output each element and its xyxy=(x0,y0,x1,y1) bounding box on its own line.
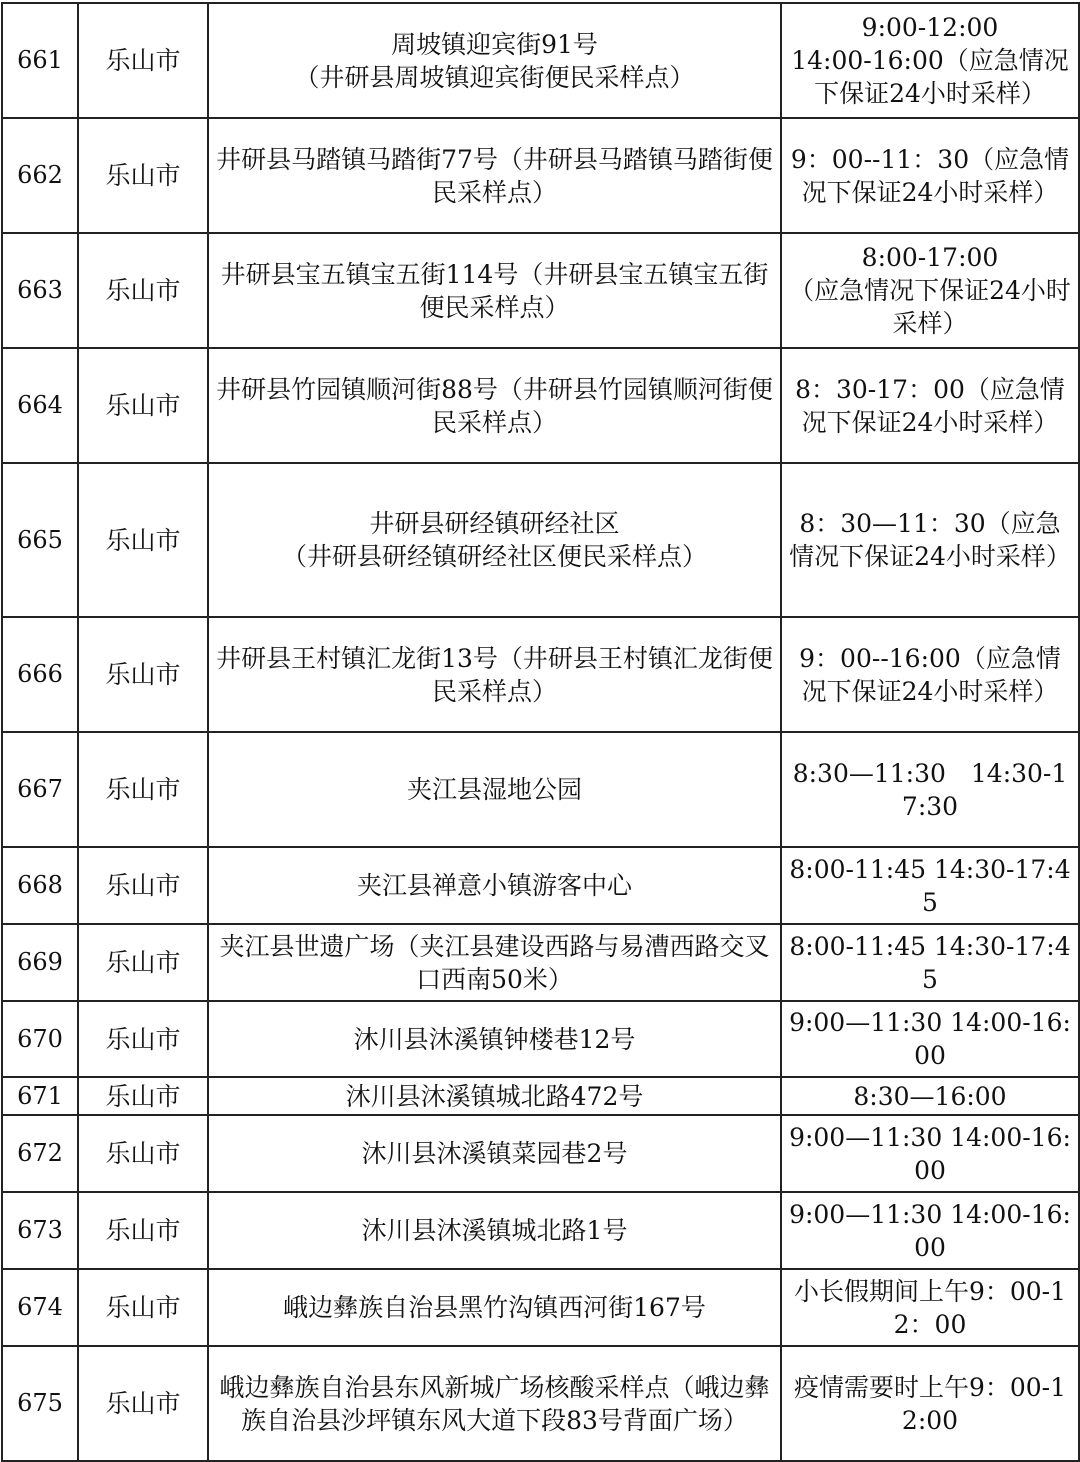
row-number-cell: 672 xyxy=(2,1115,78,1192)
hours-cell: 8:30—11:30 14:30-17:30 xyxy=(781,732,1079,847)
table-row xyxy=(2,348,1079,463)
city-cell: 乐山市 xyxy=(78,233,208,348)
location-cell: 井研县竹园镇顺河街88号（井研县竹园镇顺河街便民采样点） xyxy=(208,348,781,463)
city-cell: 乐山市 xyxy=(78,1077,208,1115)
location-cell: 沐川县沐溪镇城北路1号 xyxy=(208,1192,781,1269)
table-row xyxy=(2,732,1079,847)
location-cell: 夹江县禅意小镇游客中心 xyxy=(208,847,781,924)
hours-cell: 9:00-12:00 14:00-16:00（应急情况下保证24小时采样） xyxy=(781,3,1079,118)
city-cell: 乐山市 xyxy=(78,847,208,924)
table-row xyxy=(2,1001,1079,1077)
city-cell: 乐山市 xyxy=(78,1115,208,1192)
hours-cell: 9:00—11:30 14:00-16:00 xyxy=(781,1001,1079,1077)
city-cell: 乐山市 xyxy=(78,3,208,118)
hours-cell: 9：00--11：30（应急情况下保证24小时采样） xyxy=(781,118,1079,233)
location-cell: 沐川县沐溪镇菜园巷2号 xyxy=(208,1115,781,1192)
hours-cell: 8:00-11:45 14:30-17:45 xyxy=(781,924,1079,1001)
hours-cell: 8:00-17:00 （应急情况下保证24小时采样） xyxy=(781,233,1079,348)
sampling-sites-table xyxy=(1,2,1080,1462)
row-number-cell: 668 xyxy=(2,847,78,924)
table-row xyxy=(2,3,1079,118)
city-cell: 乐山市 xyxy=(78,118,208,233)
location-cell: 峨边彝族自治县黑竹沟镇西河街167号 xyxy=(208,1269,781,1346)
location-cell: 井研县宝五镇宝五街114号（井研县宝五镇宝五街便民采样点） xyxy=(208,233,781,348)
city-cell: 乐山市 xyxy=(78,924,208,1001)
location-cell: 夹江县湿地公园 xyxy=(208,732,781,847)
table-row xyxy=(2,1269,1079,1346)
row-number-cell: 664 xyxy=(2,348,78,463)
city-cell: 乐山市 xyxy=(78,1269,208,1346)
city-cell: 乐山市 xyxy=(78,617,208,732)
location-cell: 井研县王村镇汇龙街13号（井研县王村镇汇龙街便民采样点） xyxy=(208,617,781,732)
hours-cell: 9:00—11:30 14:00-16:00 xyxy=(781,1115,1079,1192)
city-cell: 乐山市 xyxy=(78,463,208,617)
table-row xyxy=(2,924,1079,1001)
row-number-cell: 667 xyxy=(2,732,78,847)
hours-cell: 小长假期间上午9：00-12：00 xyxy=(781,1269,1079,1346)
row-number-cell: 674 xyxy=(2,1269,78,1346)
table-row xyxy=(2,233,1079,348)
hours-cell: 9:00—11:30 14:00-16:00 xyxy=(781,1192,1079,1269)
table-row xyxy=(2,1077,1079,1115)
table-row xyxy=(2,463,1079,617)
location-cell: 沐川县沐溪镇城北路472号 xyxy=(208,1077,781,1115)
row-number-cell: 662 xyxy=(2,118,78,233)
sampling-sites-body xyxy=(2,3,1079,1461)
location-cell: 井研县研经镇研经社区 （井研县研经镇研经社区便民采样点） xyxy=(208,463,781,617)
table-row xyxy=(2,847,1079,924)
row-number-cell: 671 xyxy=(2,1077,78,1115)
row-number-cell: 666 xyxy=(2,617,78,732)
hours-cell: 8:00-11:45 14:30-17:45 xyxy=(781,847,1079,924)
row-number-cell: 661 xyxy=(2,3,78,118)
hours-cell: 8:30—16:00 xyxy=(781,1077,1079,1115)
city-cell: 乐山市 xyxy=(78,732,208,847)
location-cell: 夹江县世遗广场（夹江县建设西路与易漕西路交叉口西南50米） xyxy=(208,924,781,1001)
city-cell: 乐山市 xyxy=(78,1346,208,1461)
row-number-cell: 670 xyxy=(2,1001,78,1077)
row-number-cell: 665 xyxy=(2,463,78,617)
row-number-cell: 673 xyxy=(2,1192,78,1269)
hours-cell: 9：00--16:00（应急情况下保证24小时采样） xyxy=(781,617,1079,732)
hours-cell: 疫情需要时上午9：00-12:00 xyxy=(781,1346,1079,1461)
table-row xyxy=(2,118,1079,233)
table-row xyxy=(2,1192,1079,1269)
city-cell: 乐山市 xyxy=(78,1192,208,1269)
table-row xyxy=(2,617,1079,732)
row-number-cell: 663 xyxy=(2,233,78,348)
location-cell: 沐川县沐溪镇钟楼巷12号 xyxy=(208,1001,781,1077)
row-number-cell: 675 xyxy=(2,1346,78,1461)
row-number-cell: 669 xyxy=(2,924,78,1001)
table-row xyxy=(2,1346,1079,1461)
location-cell: 峨边彝族自治县东风新城广场核酸采样点（峨边彝族自治县沙坪镇东风大道下段83号背面广场） xyxy=(208,1346,781,1461)
table-row xyxy=(2,1115,1079,1192)
city-cell: 乐山市 xyxy=(78,1001,208,1077)
location-cell: 井研县马踏镇马踏街77号（井研县马踏镇马踏街便民采样点） xyxy=(208,118,781,233)
hours-cell: 8：30-17：00（应急情况下保证24小时采样） xyxy=(781,348,1079,463)
location-cell: 周坡镇迎宾街91号 （井研县周坡镇迎宾街便民采样点） xyxy=(208,3,781,118)
hours-cell: 8：30—11：30（应急情况下保证24小时采样） xyxy=(781,463,1079,617)
city-cell: 乐山市 xyxy=(78,348,208,463)
